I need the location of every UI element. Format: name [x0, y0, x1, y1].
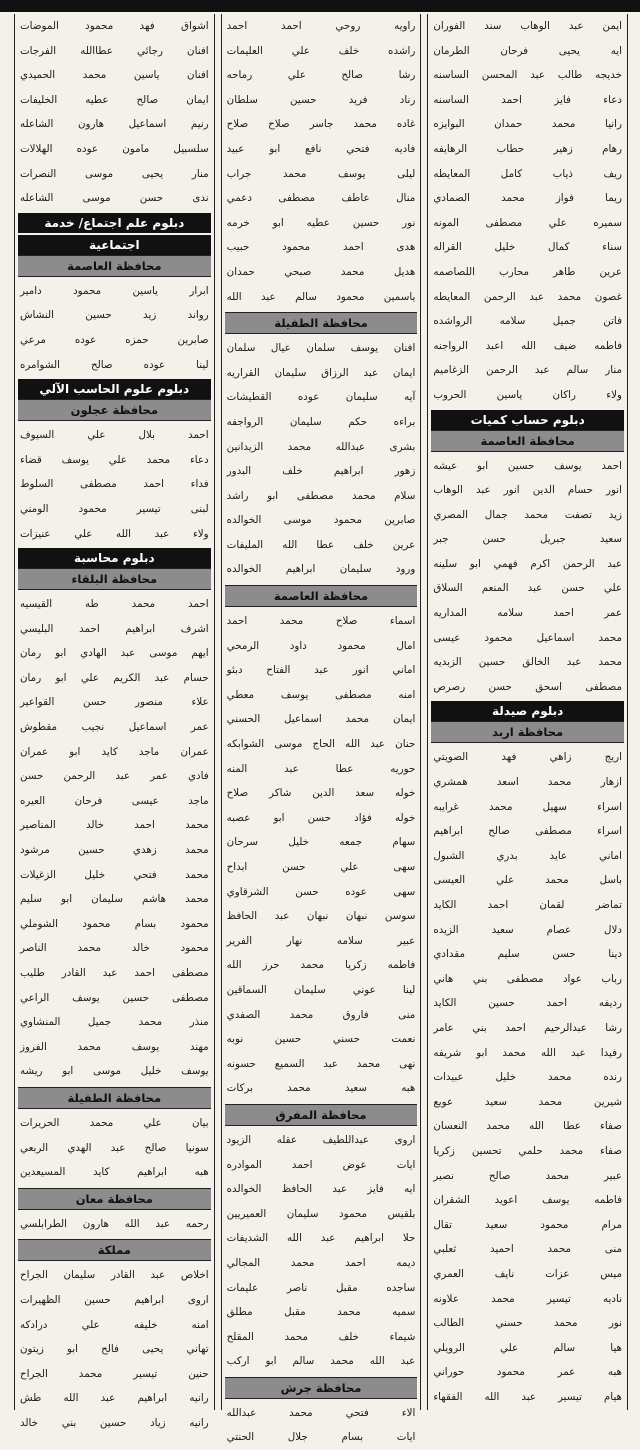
- name-entry: زيد تصفت محمد جمال المصري: [433, 508, 622, 521]
- name-entry: ايات عوض احمد الموادره: [226, 1158, 416, 1171]
- name-entry: محمد عبد الخالق حسين الزبديه: [433, 656, 622, 669]
- name-entry: رناد فريد حسين سلطان: [226, 93, 416, 106]
- region-heading: محافظة البلقاء: [18, 568, 211, 590]
- name-entry: فاطمه يوسف اعويد الشقران: [433, 1194, 622, 1207]
- name-entry: ايه فايز عبد الحافظ الخوالده: [226, 1183, 416, 1196]
- name-entry: مرام محمود سعيد تقال: [433, 1218, 622, 1231]
- name-entry: محمد زهدي حسين مرشود: [19, 844, 209, 857]
- column-1: [427, 14, 628, 1410]
- name-entry: ليلى يوسف محمد جراب: [226, 167, 416, 180]
- name-entry: دينا حسن سليم مقدادي: [433, 948, 622, 961]
- program-heading: دبلوم علوم الحاسب الآلي: [18, 379, 211, 399]
- name-entry: لينا عوني سليمان السماقين: [226, 983, 416, 996]
- name-entry: عمر اسماعيل نجيب مقطوش: [19, 721, 209, 734]
- name-entry: نهى محمد عبد السميع حسونه: [226, 1057, 416, 1070]
- name-entry: اسماء صلاح محمد احمد: [226, 615, 416, 628]
- name-entry: رنيم اسماعيل هارون الشاعله: [19, 118, 209, 131]
- name-entry: افنان رجائي عطاالله الفرجات: [19, 44, 209, 57]
- name-entry: نعمت حسني حسين نوبه: [226, 1033, 416, 1046]
- name-entry: راشده خلف علي العليمات: [226, 44, 416, 57]
- name-entry: محمد هاشم سليمان ابو سليم: [19, 893, 209, 906]
- name-entry: الاء فتحي محمد عبدالله: [226, 1406, 416, 1419]
- column-2: [221, 14, 422, 1444]
- name-entry: فاطمه ضيف الله اعبد الرواجنه: [433, 339, 622, 352]
- program-heading: دبلوم صيدلة: [431, 701, 624, 721]
- name-entry: حنان عبد الله الحاج موسى الشوابكه: [226, 738, 416, 751]
- name-entry: ايه يحيى فرحان الطرمان: [433, 44, 622, 57]
- name-entry: محمود بسام محمود الشوملي: [19, 917, 209, 930]
- name-entry: علي حسن عبد المنعم السلاق: [433, 582, 622, 595]
- region-heading: محافظة المفرق: [225, 1104, 418, 1126]
- name-entry: صفاء عطا الله محمد النعسان: [433, 1120, 622, 1133]
- name-entry: هيام تيسير عبد الله الفقهاء: [433, 1390, 622, 1403]
- name-entry: رنده محمد خليل عبيدات: [433, 1071, 622, 1084]
- name-entry: غصون محمد عبد الرحمن المعايطه: [433, 290, 622, 303]
- name-entry: خوله سعد الدين شاكر صلاح: [226, 787, 416, 800]
- name-entry: مصطفى احمد عبد القادر طليب: [19, 967, 209, 979]
- region-heading: مملكة: [18, 1239, 211, 1261]
- name-entry: لينا عوده صالح الشوامره: [19, 358, 209, 371]
- name-entry: سهى علي حسن ابداح: [226, 861, 416, 873]
- name-entry: ندى حسن موسى الشاعله: [19, 192, 209, 205]
- name-entry: هبه ابراهيم كايد المسيعدين: [19, 1166, 209, 1179]
- name-entry: رفيدا عبد الله محمد ابو شريفه: [433, 1046, 622, 1059]
- name-entry: اخلاص عبد القادر سليمان الجراح: [19, 1269, 209, 1282]
- name-entry: ولاء عبد الله علي عنيزات: [19, 527, 209, 540]
- name-entry: رباب عواد مصطفى بني هاني: [433, 972, 622, 985]
- name-entry: مصطفى حسين يوسف الراعي: [19, 991, 209, 1004]
- name-entry: سلام محمد مصطفى ابو راشد: [226, 489, 416, 502]
- name-entry: ابرار ياسين محمود دامير: [19, 284, 209, 297]
- name-entry: رانيه ابراهيم عبد الله طش: [19, 1392, 209, 1405]
- name-entry: امنه مصطفى يوسف معطي: [226, 688, 416, 701]
- name-entry: رشا عبدالرحيم احمد بني عامر: [433, 1021, 622, 1034]
- name-entry: ساجده مقبل ناصر عليمات: [226, 1281, 416, 1294]
- name-entry: محمود خالد محمد الناصر: [19, 942, 209, 955]
- name-entry: نور محمد حسني الطالب: [433, 1317, 622, 1330]
- name-entry: عمر احمد سلامه المداريه: [433, 607, 622, 620]
- name-entry: امال محمود داود الرمحي: [226, 639, 416, 652]
- name-entry: غاده محمد جاسر صلاح صلاح: [226, 118, 416, 131]
- name-entry: اروى ابراهيم حسين الظهيرات: [19, 1293, 209, 1306]
- name-entry: منى فاروق محمد الصفدي: [226, 1008, 416, 1021]
- name-entry: سعيد جبريل حسن جبر: [433, 533, 622, 546]
- region-heading: محافظة جرش: [225, 1377, 418, 1399]
- name-entry: رشا صالح علي رماحه: [226, 69, 416, 82]
- name-entry: عبد الرحمن اكرم فهمي ابو سلينه: [433, 557, 622, 570]
- region-heading: محافظة معان: [18, 1188, 211, 1210]
- name-entry: حنين تيسير محمد الجراح: [19, 1367, 209, 1380]
- newspaper-page: [14, 14, 628, 1444]
- name-entry: رانيا محمد حمدان البوايزه: [433, 118, 622, 131]
- name-entry: مهند يوسف محمد الفروز: [19, 1040, 209, 1053]
- name-entry: هبه سعيد محمد بركات: [226, 1082, 416, 1095]
- name-entry: افنان يوسف سلمان عيال سلمان: [226, 342, 416, 355]
- name-entry: محمد اسماعيل محمود عيسى: [433, 631, 622, 644]
- region-heading: محافظة اربد: [431, 721, 624, 743]
- name-entry: منى محمد احميد ثعلبي: [433, 1243, 622, 1256]
- name-entry: اسراء مصطفى صالح ابراهيم: [433, 825, 622, 838]
- name-entry: رديفه احمد حسين الكايد: [433, 997, 622, 1010]
- name-entry: اروى عبداللطيف عقله الزيود: [226, 1133, 416, 1146]
- name-entry: صابرين حمزه عوده مرعي: [19, 333, 209, 346]
- name-entry: عرين خلف عطا الله المليفات: [226, 538, 416, 551]
- name-entry: بيان علي محمد الحريرات: [19, 1116, 209, 1129]
- region-heading: محافظة الطفيلة: [18, 1087, 211, 1109]
- name-entry: احمد محمد طه القيسيه: [19, 598, 209, 611]
- name-entry: يوسف خليل موسى ابو ريشه: [19, 1065, 209, 1078]
- name-entry: بشرى عبدالله محمد الزيدانين: [226, 440, 416, 453]
- name-entry: هيا سالم علي الرويلي: [433, 1341, 622, 1354]
- name-entry: ايهم موسى عبد الهادي ابو رمان: [19, 647, 209, 660]
- name-entry: سهى عوده حسن الشرقاوي: [226, 885, 416, 898]
- name-entry: ميس عزات نايف العمري: [433, 1267, 622, 1280]
- name-entry: خديجه طالب عبد المحسن الساسنه: [433, 69, 622, 82]
- name-entry: آيه سليمان عوده القطيشات: [226, 391, 416, 404]
- name-entry: دعاء فايز احمد الساسنه: [433, 93, 622, 106]
- name-entry: ماجد عيسى فرحان العيره: [19, 794, 209, 807]
- name-entry: تماضر لقمان احمد الكايد: [433, 899, 622, 911]
- region-heading: محافظة الطفيلة: [225, 312, 418, 334]
- name-entry: خوله فؤاد حسن ابو عصبه: [226, 811, 416, 824]
- name-entry: رواند زيد حسين النشاش: [19, 309, 209, 322]
- name-entry: اماني انور عبد الفتاح دبئو: [226, 664, 416, 677]
- region-heading: محافظة العاصمة: [431, 430, 624, 452]
- name-entry: منار يحيى موسى النصرات: [19, 167, 209, 180]
- name-entry: ايات بسام جلال الحنتي: [226, 1431, 416, 1444]
- name-entry: عبير سلامه نهار الفرير: [226, 934, 416, 947]
- name-entry: اشواق فهد محمود الموضات: [19, 20, 209, 32]
- name-entry: بلقيس محمود سليمان العميريين: [226, 1207, 416, 1220]
- name-entry: علاء منصور حسن القواعير: [19, 696, 209, 709]
- name-entry: حوريه عطا عبد المنه: [226, 762, 416, 775]
- name-entry: اماني عايد بدري الشبول: [433, 849, 622, 862]
- name-entry: رحمه عبد الله هارون الطرابلسي: [19, 1217, 209, 1230]
- name-entry: دعاء محمد علي يوسف قضاء: [19, 453, 209, 466]
- column-3: [14, 14, 215, 1429]
- name-entry: دلال عصام سعيد الزيده: [433, 923, 622, 936]
- name-entry: عمران ماجد كايد ابو عمران: [19, 745, 209, 758]
- name-entry: ريف ذياب كامل المعايطه: [433, 167, 622, 180]
- name-entry: صابرين محمود موسى الخوالده: [226, 514, 416, 527]
- name-entry: سهام جمعه خليل سرحان: [226, 836, 416, 849]
- name-entry: شيماء خلف محمد المقلح: [226, 1330, 416, 1343]
- region-heading: محافظة العاصمة: [18, 255, 211, 277]
- program-heading: اجتماعية: [18, 235, 211, 255]
- region-heading: محافظة عجلون: [18, 399, 211, 421]
- name-entry: انور حسام الدين انور عبد الوهاب: [433, 484, 622, 497]
- program-heading: دبلوم علم اجتماع/ خدمة: [18, 213, 211, 233]
- name-entry: باسل محمد علي العيسى: [433, 874, 622, 887]
- name-entry: ايمان صالح عطيه الخليفات: [19, 93, 209, 106]
- name-entry: ديمه احمد محمد المجالي: [226, 1256, 416, 1269]
- name-entry: رانيه زياد حسين بني خالد: [19, 1416, 209, 1429]
- name-entry: مصطفى اسحق حسن رصرص: [433, 680, 622, 693]
- name-entry: هبه عمر محمود حوراني: [433, 1366, 622, 1379]
- name-entry: ازهار محمد اسعد همشري: [433, 776, 622, 789]
- name-entry: شيرين محمد سعيد عويع: [433, 1095, 622, 1108]
- name-entry: امنه خليفه علي درادكه: [19, 1318, 209, 1331]
- name-entry: ايمان عبد الرزاق سليمان القراريه: [226, 366, 416, 379]
- name-entry: ياسمين محمود سالم عبد الله: [226, 290, 416, 303]
- name-entry: لبنى تيسير محمود الومني: [19, 502, 209, 515]
- name-entry: عبير محمد صالح نصير: [433, 1169, 622, 1182]
- name-entry: زهور ابراهيم خلف البدور: [226, 465, 416, 478]
- name-entry: هدى احمد محمود حبيب: [226, 241, 416, 254]
- name-entry: عبد الله محمد سالم ابو اركب: [226, 1355, 416, 1368]
- name-entry: هديل محمد صبحي حمدان: [226, 265, 416, 278]
- name-entry: سميره علي مصطفى المونه: [433, 216, 622, 229]
- name-entry: ريما فواز محمد الصمادي: [433, 192, 622, 205]
- name-entry: حسام عبد الكريم علي ابو رمان: [19, 671, 209, 684]
- name-entry: احمد يوسف حسين ابو عيشه: [433, 459, 622, 472]
- name-entry: حلا ابراهيم عبد الله الشديفات: [226, 1232, 416, 1245]
- name-entry: ورود سليمان ابراهيم الخوالده: [226, 563, 416, 576]
- name-entry: فاطمه زكريا محمد حرز الله: [226, 959, 416, 972]
- name-entry: صفاء محمد حلمي تحسين زكريا: [433, 1144, 622, 1157]
- name-entry: سناء كمال خليل القراله: [433, 241, 622, 254]
- name-entry: محمد احمد خالد المناصير: [19, 819, 209, 832]
- name-entry: فادي عمر عبد الرحمن حسن: [19, 770, 209, 783]
- name-entry: اسراء سهيل محمد غرايبه: [433, 800, 622, 813]
- name-entry: ناديه تيسير محمد علاونه: [433, 1292, 622, 1305]
- name-entry: منال عاطف مصطفى دعمي: [226, 192, 416, 205]
- name-entry: سلسبيل مامون عوده الهلالات: [19, 142, 209, 155]
- program-heading: دبلوم محاسبة: [18, 548, 211, 568]
- name-entry: فاديه فتحي نافع ابو عبيد: [226, 142, 416, 155]
- region-heading: محافظة العاصمة: [225, 585, 418, 607]
- name-entry: رهام زهير حطاب الرهايفه: [433, 142, 622, 155]
- name-entry: ايمن عبد الوهاب سند الفوران: [433, 20, 622, 32]
- name-entry: سميه محمد مقبل مطلق: [226, 1306, 416, 1319]
- program-heading: دبلوم حساب كميات: [431, 410, 624, 430]
- name-entry: سوسن نبهان نبهان عبد الحافظ: [226, 910, 416, 923]
- top-rule: [0, 0, 640, 12]
- name-entry: منار سالم عبد الرحمن الزغاميم: [433, 364, 622, 377]
- name-entry: اشرف ابراهيم احمد البليسي: [19, 622, 209, 635]
- name-entry: اريج زاهي فهد الصويتي: [433, 751, 622, 764]
- name-entry: منذر محمد جميل المنشاوي: [19, 1016, 209, 1029]
- name-entry: فداء احمد مصطفى السلوط: [19, 478, 209, 491]
- name-entry: فاتن جميل سلامه الرواشده: [433, 315, 622, 328]
- name-entry: عرين طاهر محارب اللصاصمه: [433, 265, 622, 278]
- name-entry: براءه حكم سليمان الرواجفه: [226, 415, 416, 428]
- name-entry: تهاني يحيى فالح ابو زيتون: [19, 1343, 209, 1356]
- name-entry: افنان ياسين محمد الحميدي: [19, 69, 209, 82]
- name-entry: محمد فتحي خليل الزغيلات: [19, 868, 209, 881]
- name-entry: ولاء راكان ياسين الحروب: [433, 388, 622, 401]
- name-entry: نور حسين عطيه ابو خرمه: [226, 216, 416, 229]
- name-entry: ايمان محمد اسماعيل الحسني: [226, 713, 416, 726]
- name-entry: راويه روحي احمد احمد: [226, 20, 416, 32]
- name-entry: سونيا صالح عبد الهدي الربعي: [19, 1141, 209, 1154]
- name-entry: احمد بلال علي السيوف: [19, 429, 209, 442]
